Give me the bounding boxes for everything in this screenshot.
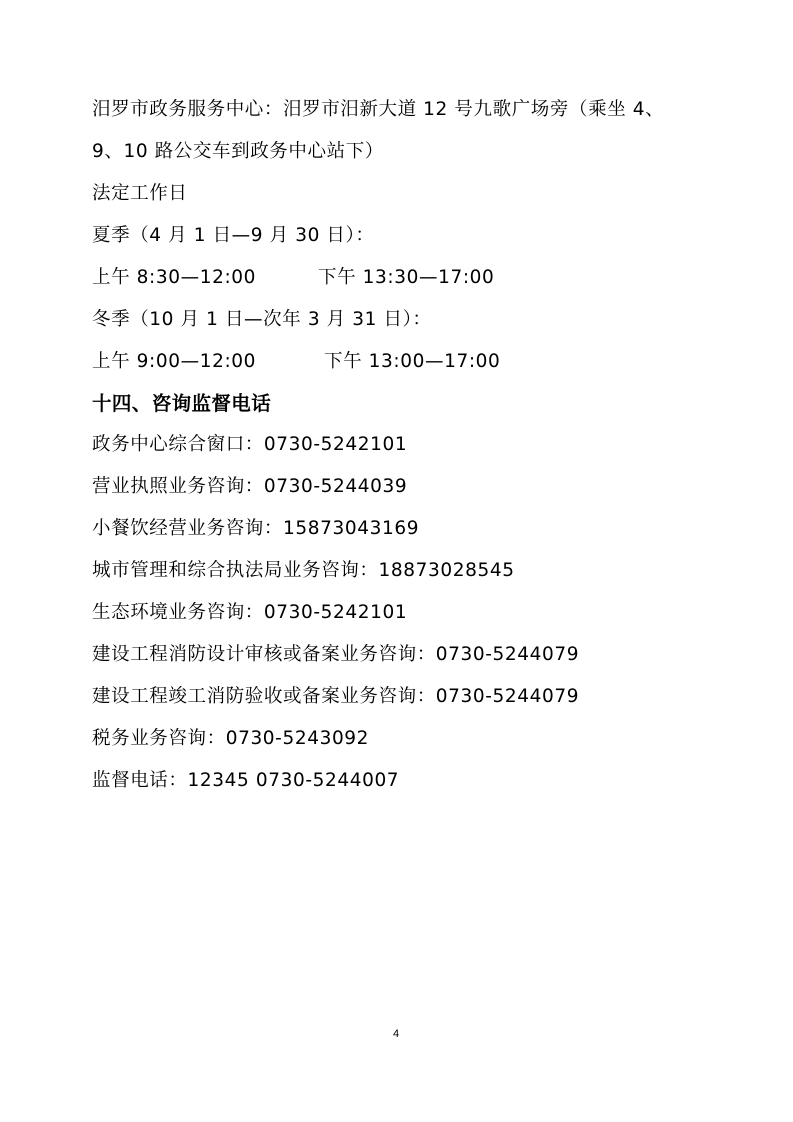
contact-line: 营业执照业务咨询：0730-5244039 <box>92 476 408 497</box>
winter-morning-hours: 上午 9:00—12:00 <box>92 351 257 372</box>
winter-label: 冬季（10 月 1 日—次年 3 月 31 日）： <box>92 309 432 330</box>
summer-label: 夏季（4 月 1 日—9 月 30 日）： <box>92 225 375 246</box>
contact-line: 城市管理和综合执法局业务咨询：18873028545 <box>92 560 515 581</box>
contact-line: 建设工程消防设计审核或备案业务咨询：0730-5244079 <box>92 644 580 665</box>
contact-line: 小餐饮经营业务咨询：15873043169 <box>92 518 420 539</box>
supervision-phone-line: 监督电话：12345 0730-5244007 <box>92 770 400 791</box>
section-heading: 十四、咨询监督电话 <box>92 392 272 415</box>
contact-line: 税务业务咨询：0730-5243092 <box>92 728 370 749</box>
page-number: 4 <box>393 1028 400 1040</box>
contact-line: 生态环境业务咨询：0730-5242101 <box>92 602 408 623</box>
summer-afternoon-hours: 下午 13:30—17:00 <box>318 267 495 288</box>
summer-morning-hours: 上午 8:30—12:00 <box>92 267 257 288</box>
workday-label: 法定工作日 <box>92 183 188 204</box>
contact-line: 政务中心综合窗口：0730-5242101 <box>92 434 408 455</box>
address-line-1: 汨罗市政务服务中心：汨罗市汨新大道 12 号九歌广场旁（乘坐 4、 <box>92 99 665 120</box>
winter-afternoon-hours: 下午 13:00—17:00 <box>324 351 501 372</box>
address-line-2: 9、10 路公交车到政务中心站下） <box>92 141 384 162</box>
contact-line: 建设工程竣工消防验收或备案业务咨询：0730-5244079 <box>92 686 580 707</box>
